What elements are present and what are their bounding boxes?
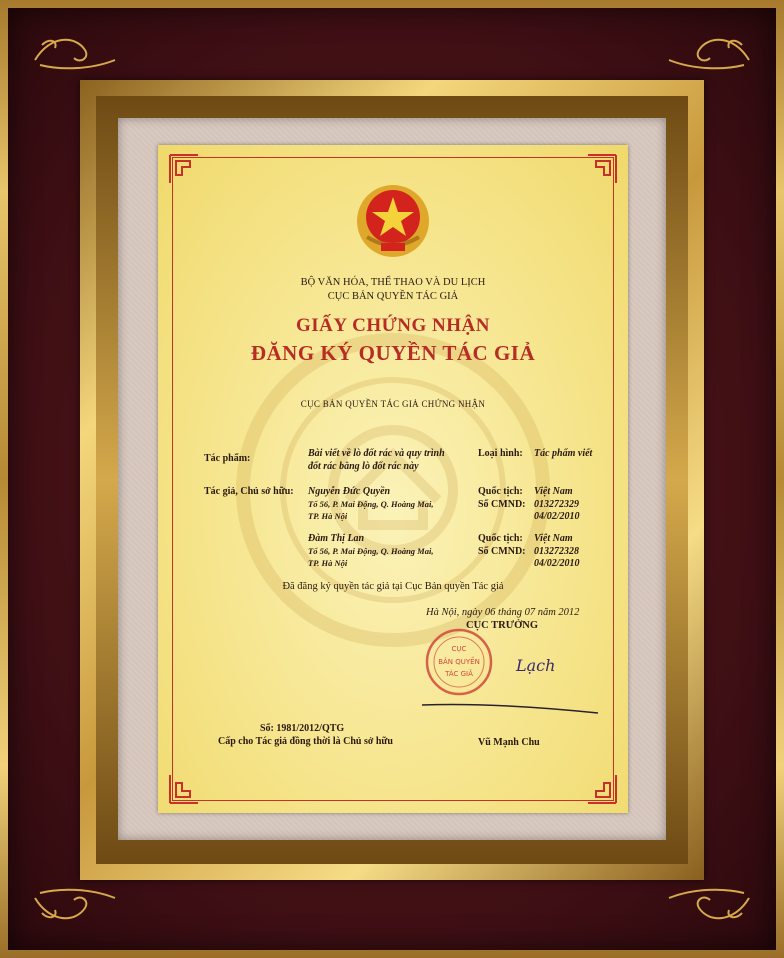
corner-pattern-icon bbox=[168, 765, 208, 805]
corner-pattern-icon bbox=[168, 153, 208, 193]
author-1-nationality: Việt Nam bbox=[534, 486, 573, 497]
author-label: Tác giả, Chủ sở hữu: bbox=[204, 486, 294, 497]
seal-text-bottom: TÁC GIẢ bbox=[445, 670, 473, 678]
author-2-name: Đàm Thị Lan bbox=[308, 533, 365, 544]
author-2-address-line1: Tổ 56, P. Mai Động, Q. Hoàng Mai, bbox=[308, 546, 434, 556]
author-1-nationality-label: Quốc tịch: bbox=[478, 486, 523, 497]
author-2-nationality: Việt Nam bbox=[534, 533, 573, 544]
signature-text: Lạch bbox=[516, 656, 556, 675]
corner-pattern-icon bbox=[578, 153, 618, 193]
certificate bbox=[158, 145, 628, 813]
author-2-nationality-label: Quốc tịch: bbox=[478, 533, 523, 544]
signer-name: Vũ Mạnh Chu bbox=[478, 737, 540, 748]
work-label: Tác phẩm: bbox=[204, 453, 251, 464]
department-name: CỤC BẢN QUYỀN TÁC GIẢ bbox=[327, 291, 459, 302]
work-value-line1: Bài viết về lò đốt rác và quy trình bbox=[308, 448, 445, 459]
author-1-name: Nguyễn Đức Quyền bbox=[308, 486, 391, 497]
author-1-id-number: 013272329 bbox=[534, 499, 579, 510]
certifies-statement: CỤC BẢN QUYỀN TÁC GIẢ CHỨNG NHẬN bbox=[300, 399, 486, 409]
national-emblem-icon bbox=[353, 181, 433, 261]
author-1-id-label: Số CMND: bbox=[478, 499, 526, 510]
type-value: Tác phẩm viết bbox=[534, 448, 593, 459]
title-line2: ĐĂNG KÝ QUYỀN TÁC GIẢ bbox=[250, 341, 536, 365]
type-label: Loại hình: bbox=[478, 448, 523, 459]
title-line1: GIẤY CHỨNG NHẬN bbox=[296, 315, 490, 336]
author-1-id-date: 04/02/2010 bbox=[534, 511, 580, 522]
author-2-id-date: 04/02/2010 bbox=[534, 558, 580, 569]
signature-icon bbox=[420, 645, 600, 715]
author-1-address-line2: TP. Hà Nội bbox=[308, 511, 348, 521]
place-date: Hà Nội, ngày 06 tháng 07 năm 2012 bbox=[426, 607, 580, 618]
ministry-name: BỘ VĂN HÓA, THỂ THAO VÀ DU LỊCH bbox=[300, 277, 486, 288]
certificate-number: Số: 1981/2012/QTG bbox=[260, 723, 345, 734]
registered-statement: Đã đăng ký quyền tác giả tại Cục Bản quyền Tác giả bbox=[282, 581, 504, 592]
seal-text-mid: BẢN QUYỀN bbox=[438, 658, 480, 666]
author-2-id-number: 013272328 bbox=[534, 546, 579, 557]
corner-pattern-icon bbox=[578, 765, 618, 805]
seal-text-top: CỤC bbox=[451, 645, 467, 653]
author-1-address-line1: Tổ 56, P. Mai Động, Q. Hoàng Mai, bbox=[308, 499, 434, 509]
issued-to: Cấp cho Tác giả đồng thời là Chủ sở hữu bbox=[218, 736, 393, 747]
author-2-id-label: Số CMND: bbox=[478, 546, 526, 557]
author-2-address-line2: TP. Hà Nội bbox=[308, 558, 348, 568]
work-value-line2: đốt rác bằng lò đốt rác này bbox=[308, 461, 419, 472]
signer-title: CỤC TRƯỞNG bbox=[466, 620, 539, 631]
